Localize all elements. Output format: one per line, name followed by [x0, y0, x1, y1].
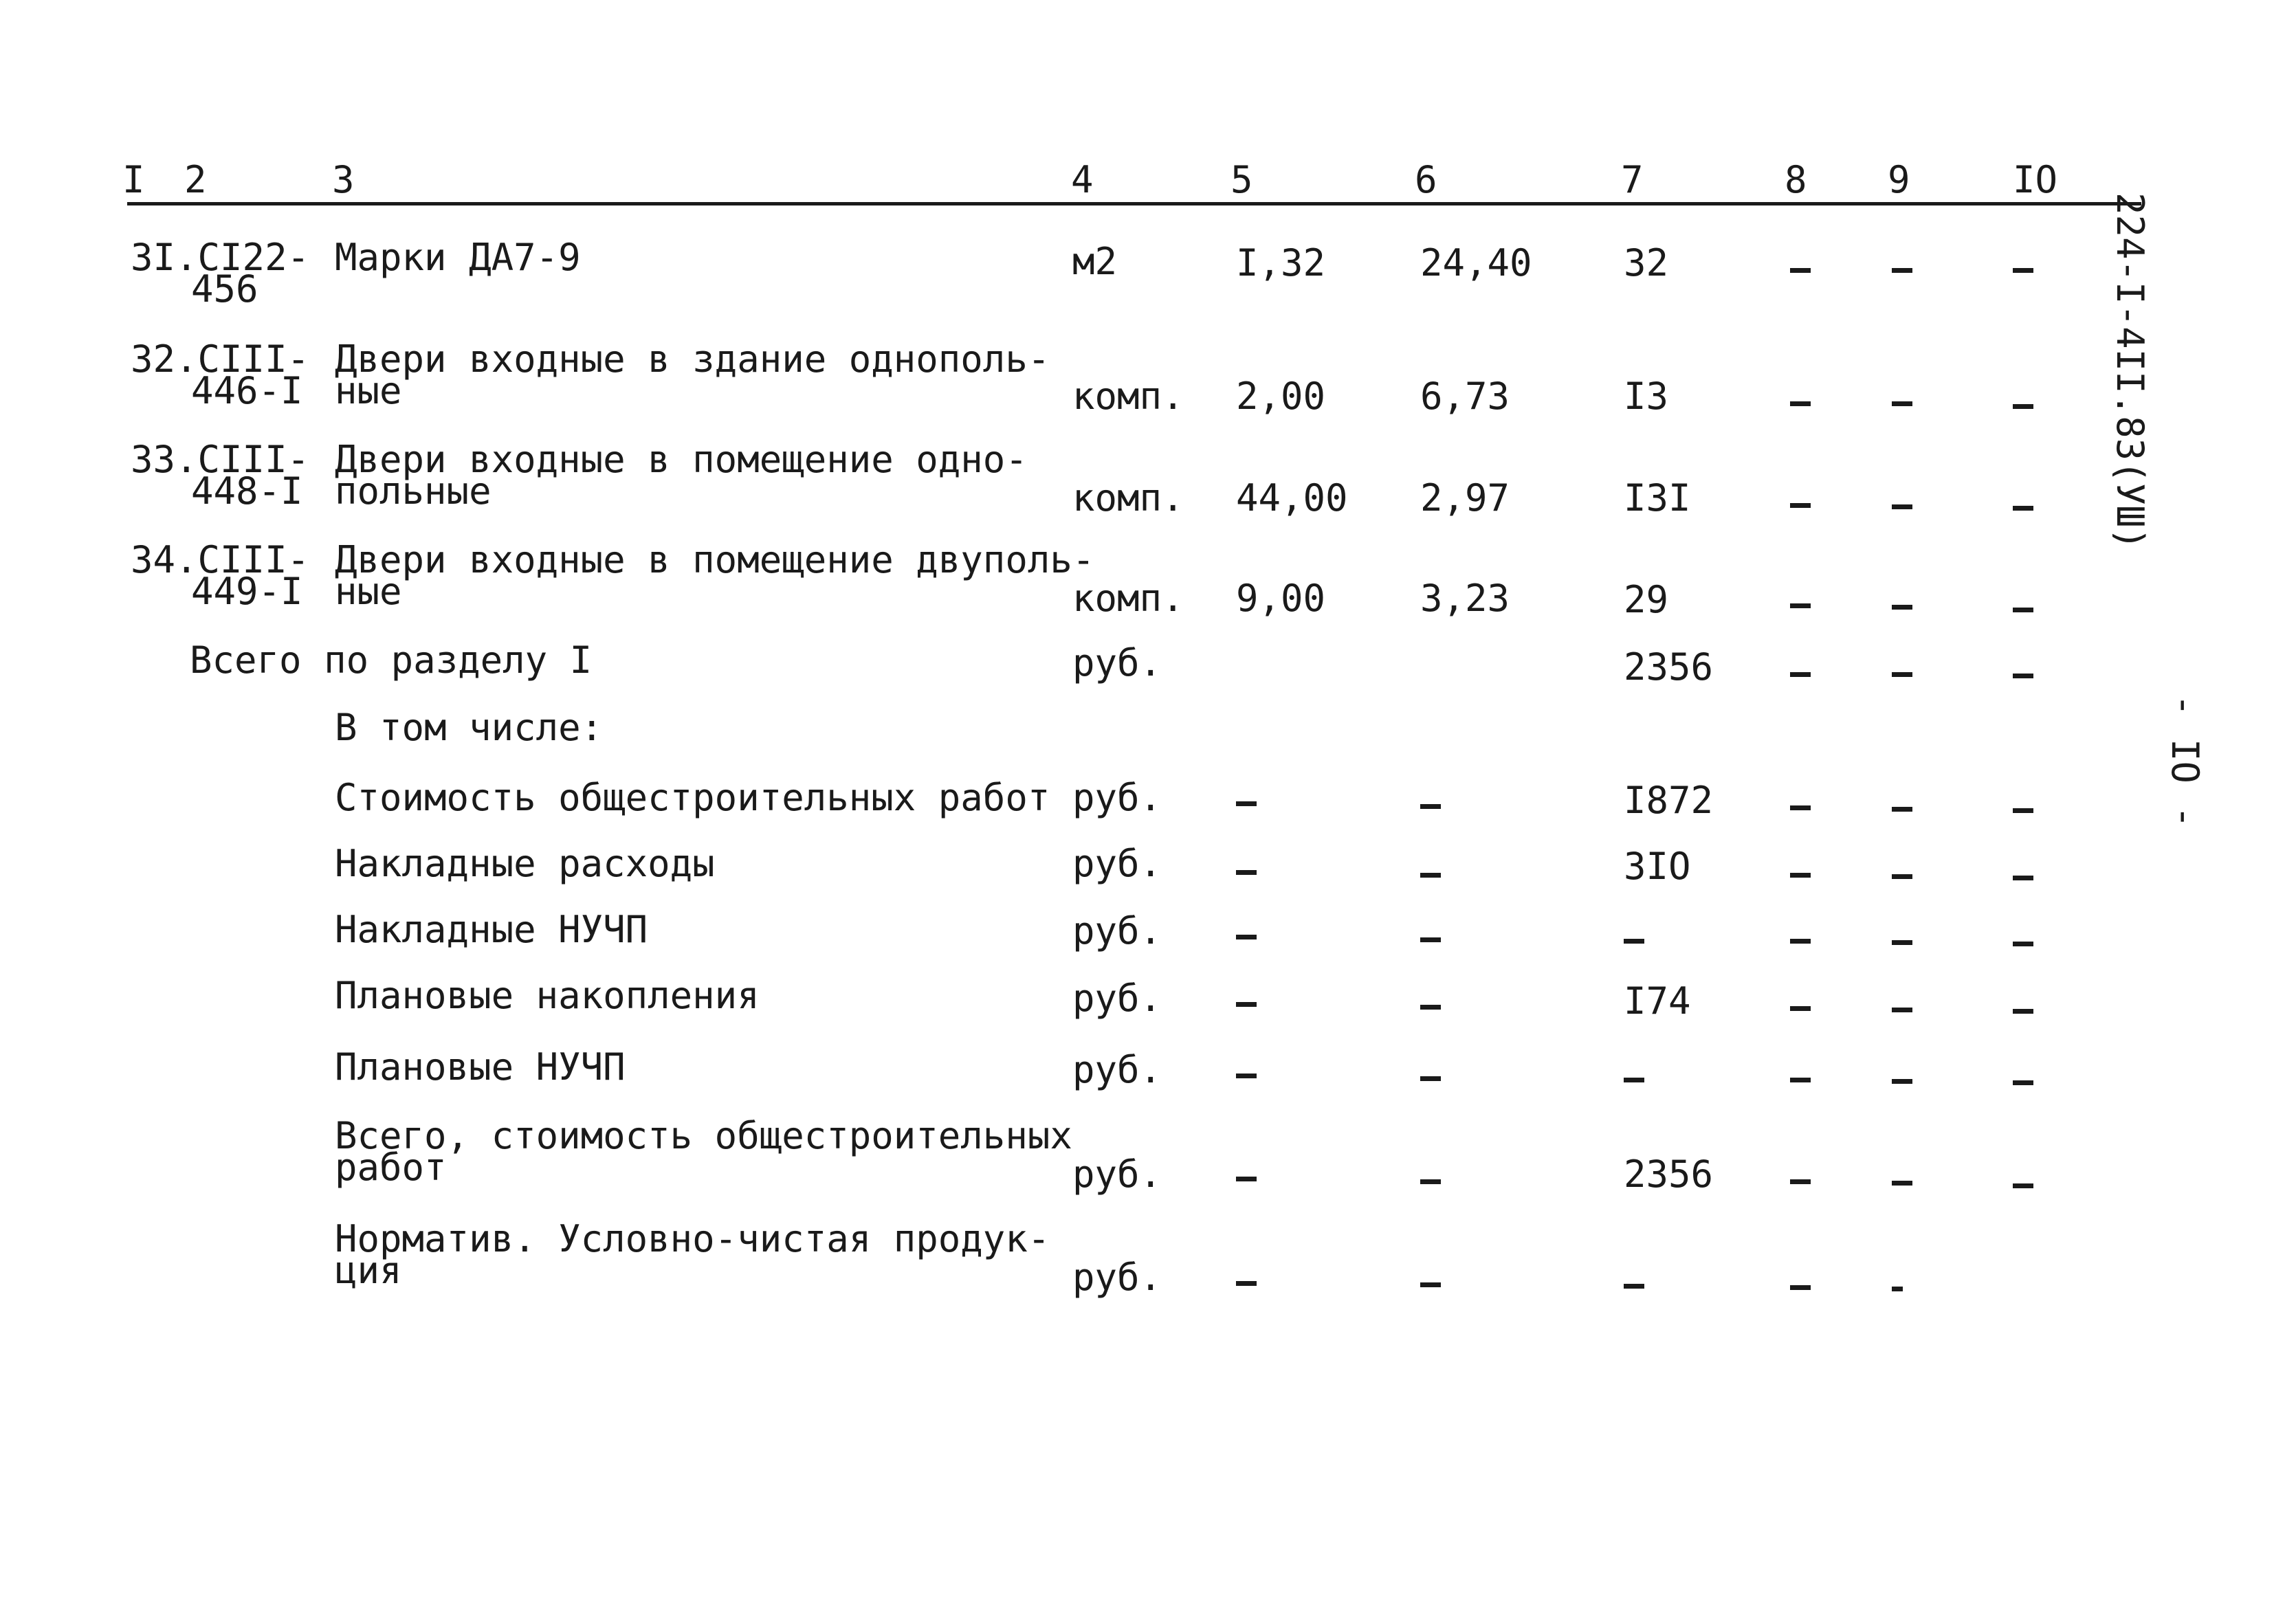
row-cost: I3I — [1624, 476, 1691, 520]
dash-col-8 — [1790, 1006, 1811, 1011]
breakdown-name: Плановые НУЧП — [335, 1045, 626, 1089]
dash-col-9 — [1892, 1287, 1903, 1291]
dash-col-7 — [1624, 1284, 1644, 1289]
breakdown-name-cont: ция — [335, 1249, 402, 1292]
row-code-cont: 449-I — [191, 570, 303, 613]
dash-col-8 — [1790, 873, 1811, 878]
row-cost: I3 — [1624, 375, 1669, 418]
dash-col-8 — [1790, 1285, 1811, 1290]
row-name-cont: ные — [335, 369, 402, 412]
breakdown-name-cont: работ — [335, 1146, 447, 1189]
row-quantity: 2,00 — [1236, 375, 1326, 418]
dash-col-5 — [1236, 935, 1257, 939]
column-header-row — [0, 159, 2274, 208]
dash-col-10 — [2013, 268, 2033, 273]
row-unit: м2 — [1072, 240, 1118, 283]
column-header-7: 7 — [1621, 158, 1644, 201]
row-cost: 29 — [1624, 578, 1669, 621]
row-code-cont: 446-I — [191, 369, 303, 412]
row-unit: комп. — [1072, 577, 1184, 620]
dash-col-10 — [2013, 404, 2033, 409]
row-cost: I74 — [1624, 979, 1691, 1023]
dash-col-9 — [1892, 401, 1912, 406]
row-unit: комп. — [1072, 476, 1184, 520]
dash-col-6 — [1420, 1179, 1441, 1184]
column-header-1: I — [122, 158, 145, 201]
dash-col-8 — [1790, 1179, 1811, 1184]
row-price: 6,73 — [1420, 375, 1510, 418]
dash-col-8 — [1790, 268, 1811, 273]
dash-col-6 — [1420, 1005, 1441, 1010]
row-number: 32.CIII- — [131, 337, 310, 381]
row-price: 24,40 — [1420, 241, 1532, 285]
dash-col-10 — [2013, 808, 2033, 813]
row-quantity: 44,00 — [1236, 476, 1348, 520]
dash-col-10 — [2013, 1183, 2033, 1188]
dash-col-6 — [1420, 937, 1441, 942]
dash-col-5 — [1236, 1074, 1257, 1078]
row-name-cont: ные — [335, 570, 402, 613]
breakdown-name: Всего, стоимость общестроительных — [335, 1114, 1072, 1157]
dash-col-10 — [2013, 1009, 2033, 1014]
header-rule — [127, 202, 2141, 205]
column-header-2: 2 — [184, 158, 207, 201]
column-header-10: IO — [2013, 158, 2058, 201]
dash-col-10 — [2013, 674, 2033, 678]
row-number: 34.CIII- — [131, 538, 310, 581]
dash-col-9 — [1892, 1079, 1912, 1084]
dash-col-9 — [1892, 807, 1912, 812]
column-header-6: 6 — [1415, 158, 1437, 201]
dash-col-8 — [1790, 603, 1811, 608]
dash-col-5 — [1236, 801, 1257, 806]
row-cost: I872 — [1624, 779, 1714, 822]
row-unit: руб. — [1072, 842, 1162, 885]
dash-col-9 — [1892, 605, 1912, 610]
dash-col-9 — [1892, 504, 1912, 509]
dash-col-5 — [1236, 870, 1257, 875]
row-quantity: I,32 — [1236, 241, 1326, 285]
column-header-3: 3 — [332, 158, 355, 201]
breakdown-name: Плановые накопления — [335, 974, 760, 1017]
row-name-cont: польные — [335, 469, 492, 513]
dash-col-5 — [1236, 1002, 1257, 1007]
row-number: 33.CIII- — [131, 438, 310, 481]
row-name: Двери входные в помещение одно- — [335, 438, 1028, 481]
dash-col-8 — [1790, 939, 1811, 944]
row-cost: 32 — [1624, 241, 1669, 285]
dash-col-10 — [2013, 942, 2033, 946]
breakdown-name: Норматив. Условно-чистая продук- — [335, 1217, 1050, 1260]
breakdown-name: Стоимость общестроительных работ — [335, 776, 1050, 819]
row-unit: руб. — [1072, 1153, 1162, 1196]
row-name: Марки ДА7-9 — [335, 236, 581, 279]
dash-col-9 — [1892, 1008, 1912, 1012]
dash-col-9 — [1892, 268, 1912, 273]
dash-col-8 — [1790, 805, 1811, 810]
dash-col-5 — [1236, 1281, 1257, 1286]
column-header-4: 4 — [1071, 158, 1094, 201]
row-price: 3,23 — [1420, 577, 1510, 620]
row-price: 2,97 — [1420, 476, 1510, 520]
page-number: - IO - — [2163, 694, 2207, 829]
dash-col-10 — [2013, 876, 2033, 880]
row-unit: руб. — [1072, 977, 1162, 1020]
breakdown-name: Накладные расходы — [335, 842, 715, 885]
dash-col-6 — [1420, 1282, 1441, 1287]
row-unit: руб. — [1072, 776, 1162, 819]
column-header-8: 8 — [1785, 158, 1807, 201]
dash-col-9 — [1892, 940, 1912, 945]
dash-col-10 — [2013, 1080, 2033, 1085]
dash-col-6 — [1420, 873, 1441, 878]
column-header-9: 9 — [1888, 158, 1910, 201]
column-header-5: 5 — [1230, 158, 1253, 201]
document-code: 224-I-4II.83(УШ) — [2108, 192, 2152, 550]
row-name: Двери входные в помещение двуполь- — [335, 538, 1095, 581]
dash-col-6 — [1420, 804, 1441, 809]
row-unit: руб. — [1072, 1048, 1162, 1091]
row-cost: 2356 — [1624, 645, 1714, 689]
dash-col-9 — [1892, 672, 1912, 677]
dash-col-7 — [1624, 939, 1644, 944]
dash-col-10 — [2013, 608, 2033, 612]
dash-col-6 — [1420, 1076, 1441, 1081]
row-quantity: 9,00 — [1236, 577, 1326, 620]
row-unit: руб. — [1072, 641, 1162, 685]
dash-col-5 — [1236, 1177, 1257, 1181]
row-code-cont: 456 — [191, 267, 258, 311]
dash-col-8 — [1790, 672, 1811, 677]
row-unit: комп. — [1072, 375, 1184, 418]
section-total-label: Всего по разделу I — [190, 638, 593, 682]
row-cost: 2356 — [1624, 1153, 1714, 1196]
including-label: В том числе: — [335, 706, 604, 749]
row-code-cont: 448-I — [191, 469, 303, 513]
dash-col-10 — [2013, 506, 2033, 511]
row-unit: руб. — [1072, 1256, 1162, 1299]
row-name: Двери входные в здание однополь- — [335, 337, 1050, 381]
dash-col-8 — [1790, 503, 1811, 508]
row-number: 3I.CI22- — [131, 236, 310, 279]
row-unit: руб. — [1072, 909, 1162, 953]
dash-col-8 — [1790, 1078, 1811, 1082]
dash-col-7 — [1624, 1078, 1644, 1082]
breakdown-name: Накладные НУЧП — [335, 908, 648, 951]
dash-col-9 — [1892, 1181, 1912, 1186]
row-cost: 3IO — [1624, 845, 1691, 888]
dash-col-8 — [1790, 401, 1811, 406]
dash-col-9 — [1892, 874, 1912, 879]
